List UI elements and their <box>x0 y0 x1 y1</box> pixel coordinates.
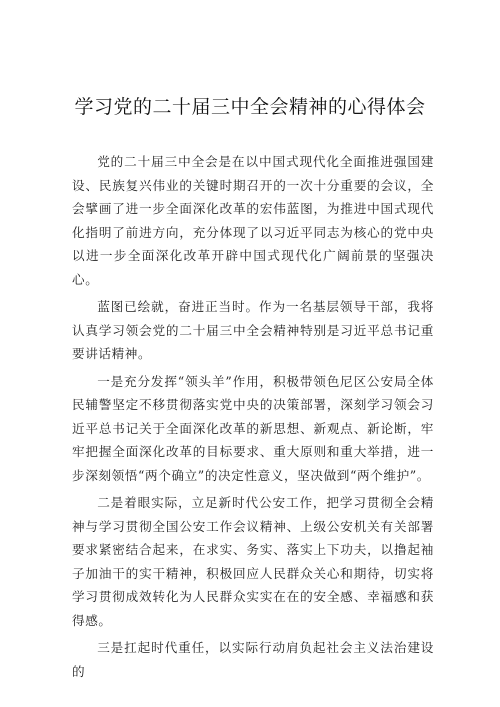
paragraph: 蓝图已绘就，奋进正当时。作为一名基层领导干部，我将认真学习领会党的二十届三中全会精神特别是习近平总书记重要讲话精神。 <box>72 299 434 361</box>
document-title: 学习党的二十届三中全会精神的心得体会 <box>74 96 426 118</box>
paragraph: 党的二十届三中全会是在以中国式现代化全面推进强国建设、民族复兴伟业的关键时期召开的一次十分重要的会议，全会擘画了进一步全面深化改革的宏伟蓝图，为推进中国式现代化指明了前进方向，充分体现了以习近平同志为核心的党中央以进一步全面深化改革开辟中国式现代化广阔前景的坚强决心。 <box>72 154 434 287</box>
document-body <box>72 150 434 687</box>
paragraph: 一是充分发挥“领头羊”作用，积极带领色尼区公安局全体民辅警坚定不移贯彻落实党中央的决策部署，深刻学习领会习近平总书记关于全面深化改革的新思想、新观点、新论断，牢牢把握全面深化改革的目标要求、重大原则和重大举措，进一步深刻领悟“两个确立”的决定性意义，坚决做到“两个维护”。 <box>72 373 434 483</box>
paragraph: 二是着眼实际，立足新时代公安工作，把学习贯彻全会精神与学习贯彻全国公安工作会议精神、上级公安机关有关部署要求紧密结合起来，在求实、务实、落实上下功夫，以撸起袖子加油干的实干精神，积极回应人民群众关心和期待，切实将学习贯彻成效转化为人民群众实实在在的安全感、幸福感和获得感。 <box>72 495 434 628</box>
paragraph: 三是扛起时代重任，以实际行动肩负起社会主义法治建设的 <box>72 640 434 679</box>
